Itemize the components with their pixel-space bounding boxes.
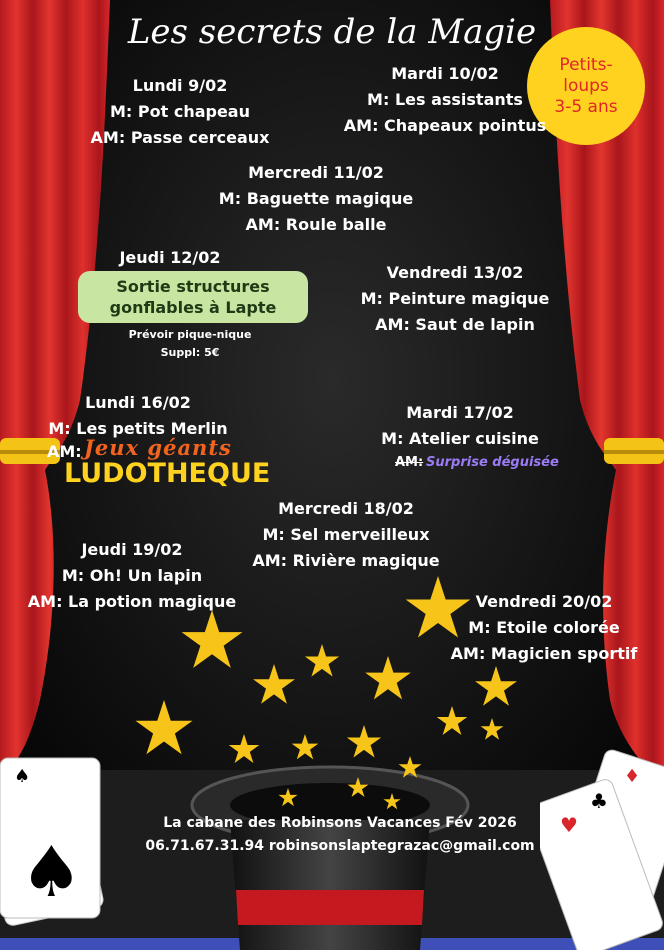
morning-activity: M: Sel merveilleux <box>262 525 430 544</box>
star-icon <box>348 777 369 797</box>
morning-activity: M: Pot chapeau <box>110 102 250 121</box>
afternoon-prefix: AM: <box>47 442 82 461</box>
footer-contact: 06.71.67.31.94 robinsonslaptegrazac@gmail.com <box>145 838 535 854</box>
special-activity-title: Jeux géants <box>84 435 232 460</box>
svg-text:♥: ♥ <box>560 813 578 837</box>
day-vendredi-13 <box>335 260 575 338</box>
day-date: Mercredi 18/02 <box>278 499 414 518</box>
footer-location: La cabane des Robinsons Vacances Fév 2026 <box>163 815 517 831</box>
outing-note <box>100 326 280 362</box>
star-icon <box>292 734 319 759</box>
star-icon <box>347 725 381 758</box>
star-icon <box>399 756 422 778</box>
badge-line: 3-5 ans <box>554 96 618 117</box>
outing-box <box>78 271 308 323</box>
day-jeudi-19 <box>12 537 252 615</box>
star-icon <box>135 700 192 754</box>
badge-line: loups <box>563 75 609 96</box>
day-jeudi-12 <box>80 245 260 271</box>
day-date: Mardi 17/02 <box>406 403 514 422</box>
day-mercredi-18 <box>226 496 466 574</box>
star-icon <box>365 656 411 699</box>
day-date: Jeudi 19/02 <box>81 540 183 559</box>
afternoon-activity: AM: Roule balle <box>245 215 387 234</box>
day-date: Jeudi 12/02 <box>119 248 221 267</box>
day-date: Mercredi 11/02 <box>248 163 384 182</box>
afternoon-activity: AM: La potion magique <box>27 592 237 611</box>
svg-text:♦: ♦ <box>624 766 641 787</box>
star-icon <box>437 706 467 735</box>
badge-line: Petits- <box>559 54 613 75</box>
day-date: Lundi 16/02 <box>85 393 191 412</box>
special-activity-place: LUDOTHEQUE <box>64 458 271 489</box>
morning-activity: M: Les petits Merlin <box>48 419 228 438</box>
day-date: Vendredi 13/02 <box>386 263 524 282</box>
star-icon <box>475 666 517 706</box>
morning-activity: M: Atelier cuisine <box>381 429 539 448</box>
outing-note-line: Prévoir pique-nique <box>128 328 252 341</box>
afternoon-activity: AM: Chapeaux pointus <box>343 116 547 135</box>
page-title: Les secrets de la Magie <box>127 12 537 52</box>
star-icon <box>305 644 339 677</box>
day-vendredi-20 <box>426 589 662 667</box>
footer <box>0 812 664 858</box>
star-icon <box>182 610 243 668</box>
star-icon <box>229 734 259 763</box>
morning-activity: M: Les assistants <box>367 90 523 109</box>
day-date: Lundi 9/02 <box>132 76 228 95</box>
day-date: Mardi 10/02 <box>391 64 499 83</box>
day-mercredi-11 <box>196 160 436 238</box>
afternoon-activity: AM: Saut de lapin <box>375 315 535 334</box>
morning-activity: M: Etoile colorée <box>468 618 620 637</box>
afternoon-activity: Surprise déguisée <box>426 455 559 470</box>
day-mardi-10 <box>330 61 560 139</box>
morning-activity: M: Oh! Un lapin <box>61 566 203 585</box>
star-icon <box>253 664 295 704</box>
svg-text:♠: ♠ <box>20 831 83 913</box>
afternoon-activity: AM: Rivière magique <box>252 551 440 570</box>
day-mardi-17 <box>360 400 560 452</box>
svg-text:♠: ♠ <box>14 766 31 787</box>
star-icon <box>278 788 297 806</box>
afternoon-activity: AM: Passe cerceaux <box>90 128 270 147</box>
afternoon-prefix: AM: <box>395 455 424 470</box>
svg-text:♣: ♣ <box>590 789 608 813</box>
outing-line: gonflables à Lapte <box>109 298 277 317</box>
morning-activity: M: Peinture magique <box>360 289 550 308</box>
star-icon <box>481 718 504 740</box>
outing-note-line: Suppl: 5€ <box>160 346 220 359</box>
morning-activity: M: Baguette magique <box>218 189 414 208</box>
day-lundi-9 <box>60 73 300 151</box>
day-date: Vendredi 20/02 <box>475 592 613 611</box>
outing-line: Sortie structures <box>116 277 270 296</box>
afternoon-activity: AM: Magicien sportif <box>450 644 638 663</box>
star-icon <box>383 793 400 809</box>
